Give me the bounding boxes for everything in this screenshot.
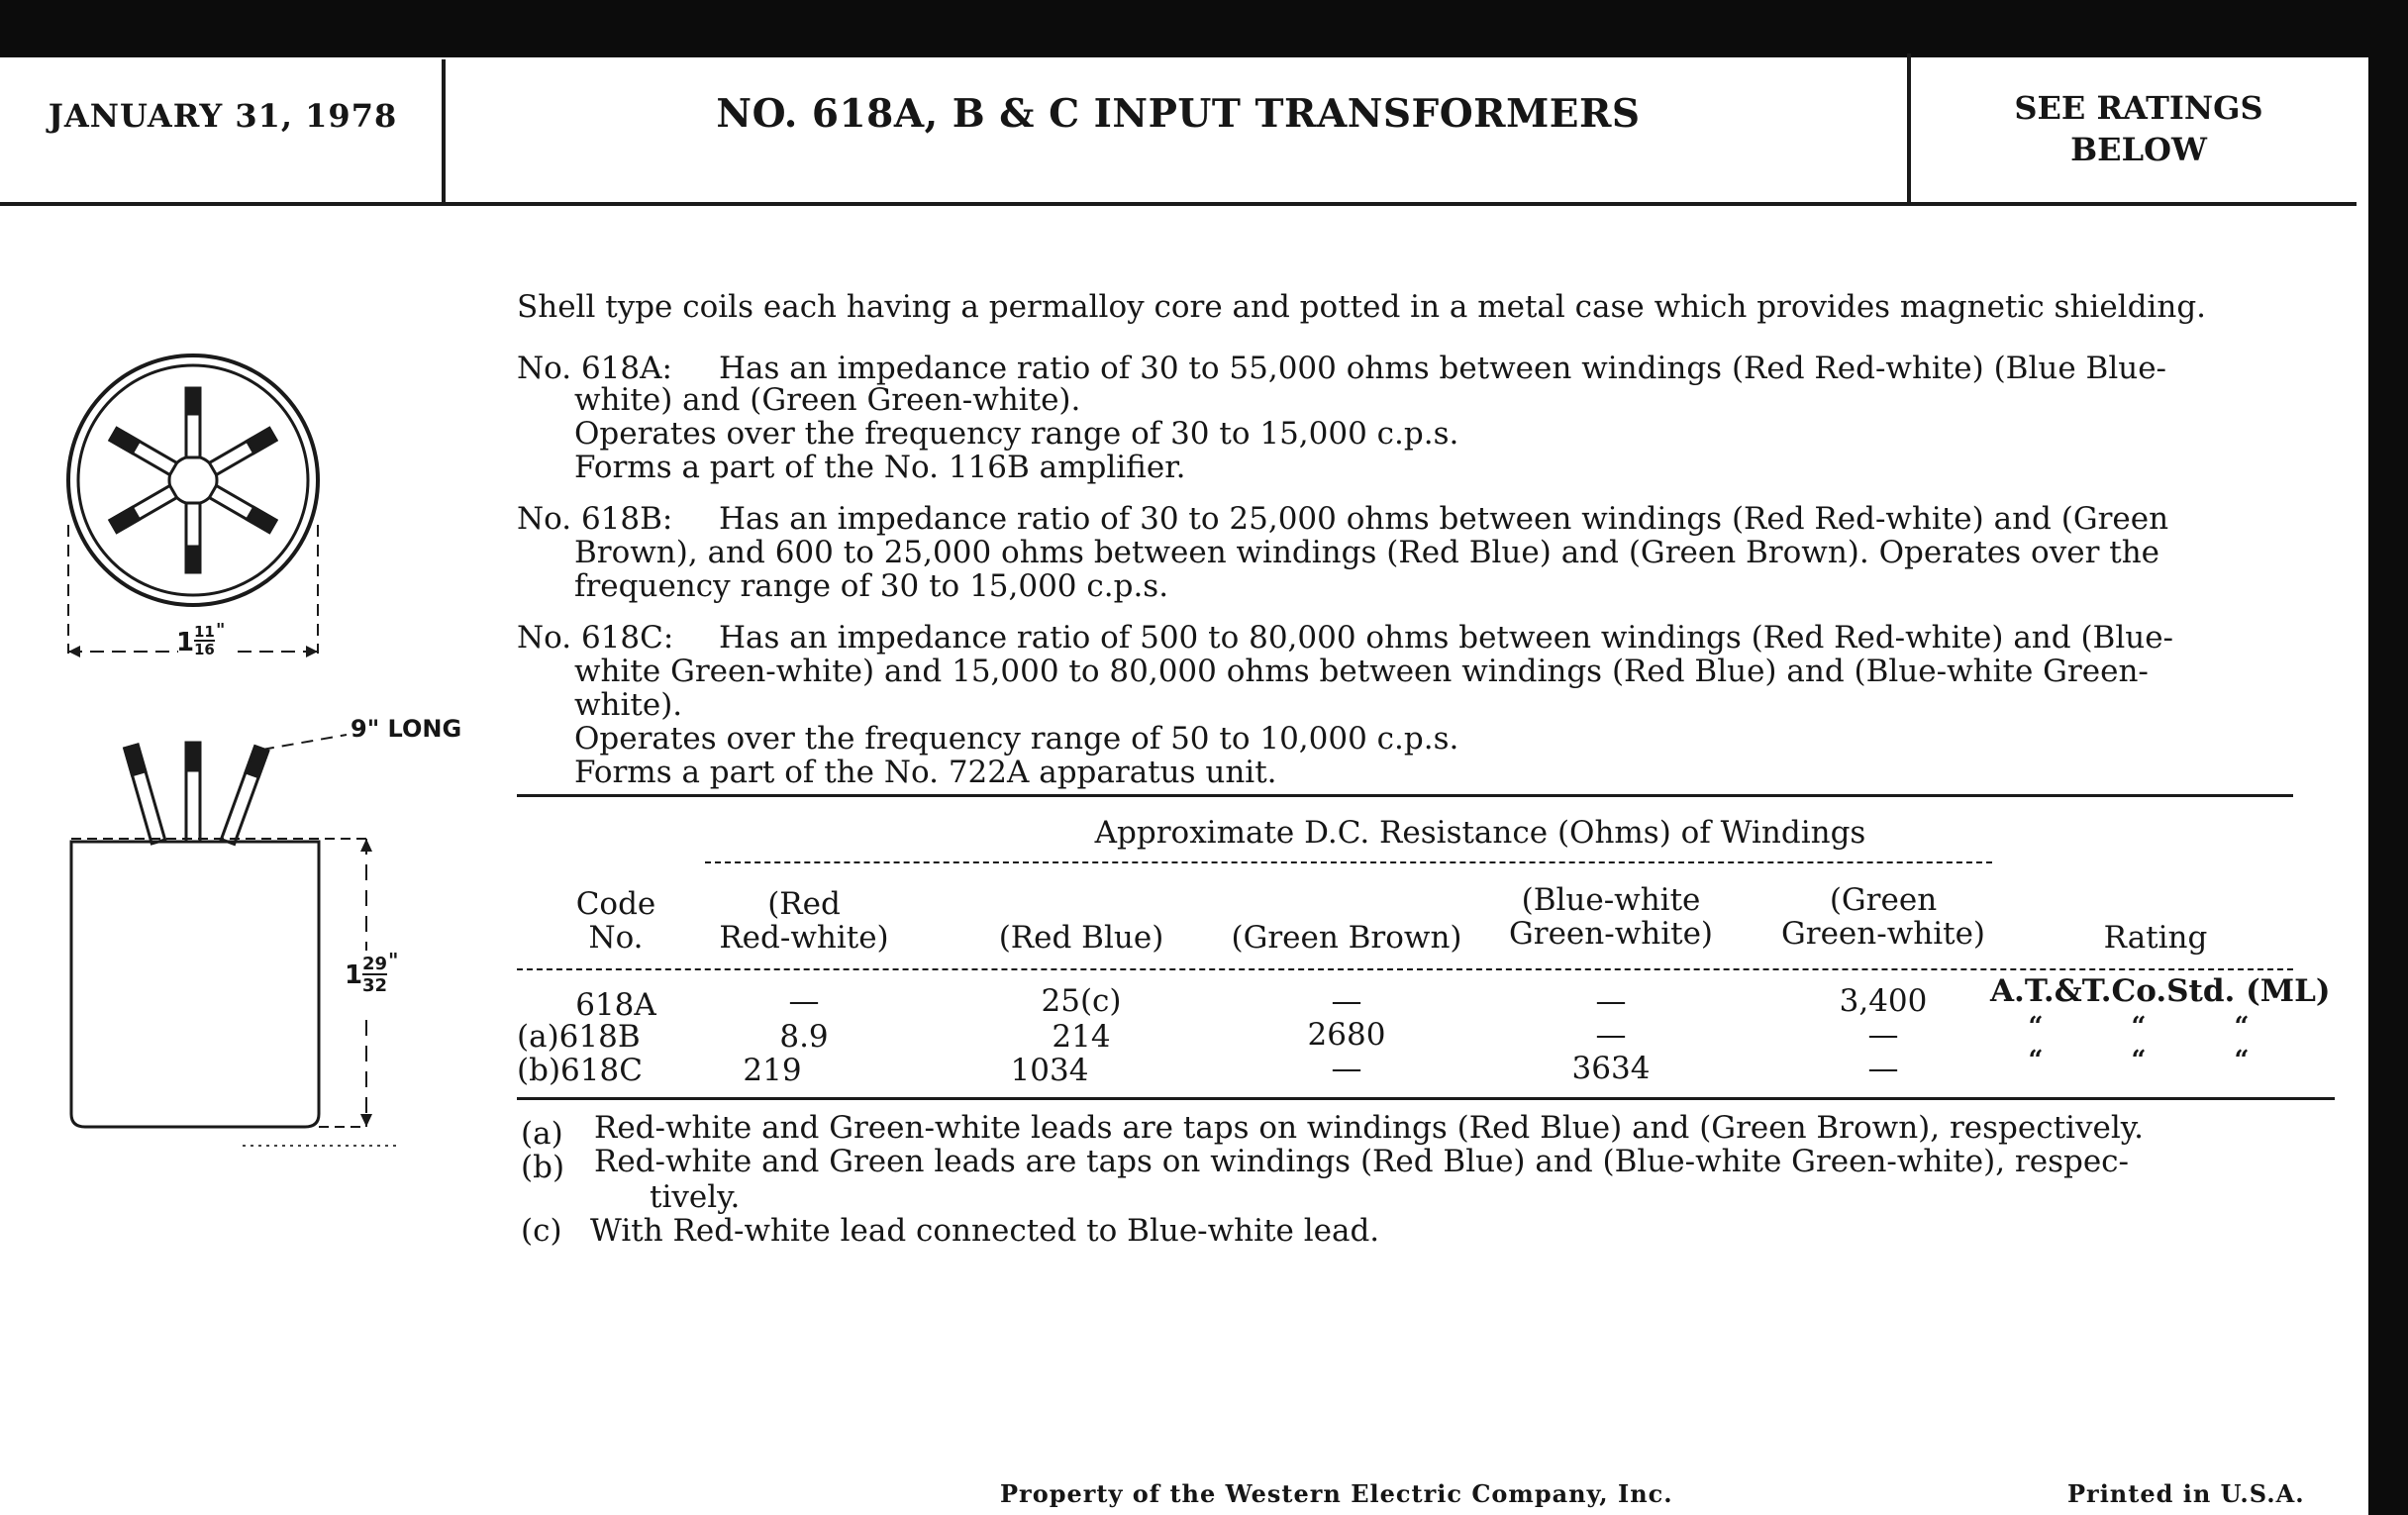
col-header-red-redwhite-line2: Red-white) <box>719 920 889 956</box>
col-header-red-redwhite <box>705 887 903 955</box>
width-dim-numerator: 11 <box>194 623 215 641</box>
width-dim-denominator: 16 <box>194 641 215 658</box>
col-header-code <box>547 887 685 955</box>
table-cell-green-greenwhite: — <box>1867 1017 1899 1053</box>
col-header-code-line1: Code <box>575 886 656 922</box>
table-cell-green-greenwhite: — <box>1867 1051 1899 1086</box>
table-cell-code: (b)618C <box>517 1053 643 1088</box>
scan-right-border <box>2368 0 2408 1515</box>
item-618a-line: Forms a part of the No. 116B amplifier. <box>574 450 1186 485</box>
height-dim-whole: 1 <box>345 960 363 990</box>
footer-printed: Printed in U.S.A. <box>2067 1479 2305 1508</box>
table-cell-red-blue: 214 <box>1052 1019 1111 1055</box>
table-cell-code: 618A <box>575 987 656 1023</box>
header-divider-right <box>1907 53 1911 204</box>
header-rating <box>1916 87 2361 170</box>
width-dim-inch: " <box>216 620 226 641</box>
intro-text: Shell type coils each having a permalloy core and potted in a metal case which provides magnetic shielding. <box>517 289 2207 325</box>
item-618c-line: Forms a part of the No. 722A apparatus unit. <box>574 755 1277 790</box>
table-cell-red-redwhite: 8.9 <box>779 1019 829 1055</box>
col-header-green-brown-line2: (Green Brown) <box>1231 920 1462 956</box>
height-dim-denominator: 32 <box>362 975 388 996</box>
header-divider-left <box>442 59 446 206</box>
table-top-rule <box>517 794 2293 797</box>
top-view <box>68 355 318 657</box>
group-header-rule <box>705 861 1992 863</box>
note-line: Red-white and Green-white leads are taps on windings (Red Blue) and (Green Brown), respectively. <box>594 1110 2144 1146</box>
column-header-rule <box>517 968 2293 970</box>
transformer-drawing <box>40 337 475 1159</box>
item-618a-line: Has an impedance ratio of 30 to 55,000 ohms between windings (Red Red-white) (Blue Blue- <box>719 351 2167 386</box>
item-618b-line: Has an impedance ratio of 30 to 25,000 ohms between windings (Red Red-white) and (Green <box>719 501 2169 537</box>
col-header-green-greenwhite-line2: Green-white) <box>1780 916 1986 952</box>
col-header-red-blue <box>972 887 1190 955</box>
table-cell-green-brown: — <box>1331 983 1362 1019</box>
note-tag: (c) <box>521 1213 562 1249</box>
table-cell-bluewhite-greenwhite: — <box>1595 983 1627 1019</box>
table-cell-code: (a)618B <box>517 1019 641 1055</box>
item-618c-line: white Green-white) and 15,000 to 80,000 ohms between windings (Red Blue) and (Blue-white Green- <box>574 654 2149 689</box>
table-cell-red-redwhite: 219 <box>743 1053 802 1088</box>
col-header-red-blue-line1 <box>972 887 1190 921</box>
scan-top-border <box>0 0 2408 57</box>
height-dim-numerator: 29 <box>362 954 388 974</box>
note-line: Red-white and Green leads are taps on windings (Red Blue) and (Blue-white Green-white), respec- <box>594 1144 2129 1179</box>
header-title: NO. 618A, B & C INPUT TRANSFORMERS <box>716 91 1641 137</box>
table-cell-red-blue: 1034 <box>1010 1053 1089 1088</box>
item-618c-code: No. 618C: <box>517 620 674 656</box>
col-header-rating-line1 <box>2022 887 2289 921</box>
lead-length-label: 9" LONG <box>351 715 462 743</box>
item-618c-line: Has an impedance ratio of 500 to 80,000 ohms between windings (Red Red-white) and (Blue- <box>719 620 2174 656</box>
col-header-rating-line2: Rating <box>2103 920 2208 956</box>
table-cell-bluewhite-greenwhite: 3634 <box>1571 1051 1651 1086</box>
col-header-green-brown <box>1218 887 1475 955</box>
item-618b-line: Brown), and 600 to 25,000 ohms between windings (Red Blue) and (Green Brown). Operates over the <box>574 535 2160 570</box>
note-line: tively. <box>650 1179 741 1215</box>
item-618b-code: No. 618B: <box>517 501 673 537</box>
col-header-bluewhite-greenwhite <box>1497 883 1725 951</box>
table-cell-green-brown: — <box>1331 1051 1362 1086</box>
note-tag: (a) <box>521 1116 563 1152</box>
table-cell-green-greenwhite: 3,400 <box>1839 983 1928 1019</box>
footer-property: Property of the Western Electric Company, Inc. <box>1000 1479 1673 1508</box>
col-header-bluewhite-greenwhite-line2: Green-white) <box>1508 916 1714 952</box>
table-cell-red-blue: 25(c) <box>1041 983 1122 1019</box>
header-rating-line1: SEE RATINGS <box>2014 89 2263 127</box>
table-cell-rating: “ “ “ <box>2028 1046 2289 1075</box>
note-line: With Red-white lead connected to Blue-white lead. <box>590 1213 1380 1249</box>
item-618b-line: frequency range of 30 to 15,000 c.p.s. <box>574 568 1169 604</box>
item-618c-line: Operates over the frequency range of 50 to 10,000 c.p.s. <box>574 721 1459 757</box>
item-618a-code: No. 618A: <box>517 351 672 386</box>
header-bottom-rule <box>0 202 2357 206</box>
table-cell-green-brown: 2680 <box>1307 1017 1386 1053</box>
header-rating-line2: BELOW <box>2070 131 2207 168</box>
table-group-header: Approximate D.C. Resistance (Ohms) of Windings <box>1094 815 1866 851</box>
col-header-code-line2: No. <box>588 920 644 956</box>
width-dim-whole: 1 <box>176 628 195 657</box>
item-618a-line: Operates over the frequency range of 30 to 15,000 c.p.s. <box>574 416 1459 452</box>
item-618a-line: white) and (Green Green-white). <box>574 382 1081 418</box>
col-header-red-blue-line2: (Red Blue) <box>998 920 1164 956</box>
table-cell-rating: “ “ “ <box>2028 1012 2289 1042</box>
col-header-rating <box>2022 887 2289 955</box>
table-cell-bluewhite-greenwhite: — <box>1595 1017 1627 1053</box>
height-dim-inch: " <box>388 949 399 972</box>
col-header-red-redwhite-line1: (Red <box>767 886 841 922</box>
side-view <box>71 735 399 1146</box>
col-header-green-brown-line1 <box>1218 887 1475 921</box>
col-header-green-greenwhite-line1: (Green <box>1829 882 1938 918</box>
header-date: JANUARY 31, 1978 <box>48 97 398 135</box>
table-bottom-rule <box>517 1097 2335 1100</box>
table-cell-rating: A.T.&T.Co.Std. (ML) <box>1990 973 2331 1009</box>
table-cell-red-redwhite: — <box>788 983 820 1019</box>
note-tag: (b) <box>521 1150 565 1185</box>
col-header-bluewhite-greenwhite-line1: (Blue-white <box>1521 882 1701 918</box>
col-header-green-greenwhite <box>1764 883 2002 951</box>
item-618c-line: white). <box>574 687 683 723</box>
